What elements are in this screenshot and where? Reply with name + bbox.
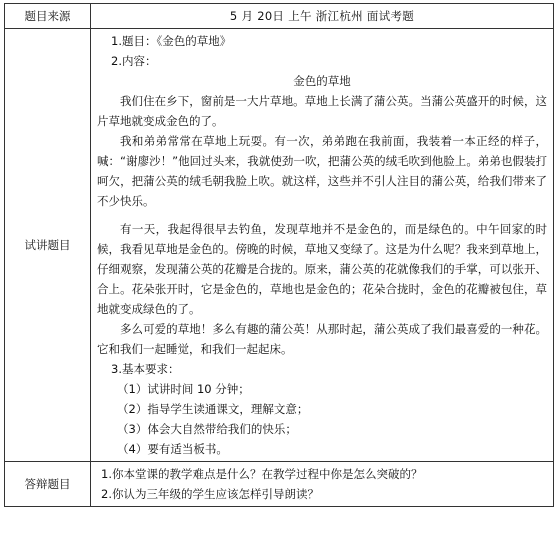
requirements-label: 3.基本要求： [111, 362, 180, 376]
trial-label: 试讲题目 [5, 29, 91, 462]
trial-content [91, 29, 554, 462]
content-label: 2.内容： [111, 54, 157, 68]
passage-paragraph: 我们住在乡下，窗前是一大片草地。草地上长满了蒲公英。当蒲公英盛开的时候，这片草地就变成金色的了。 [97, 94, 547, 128]
requirement-item: （3）体会大自然带给我们的快乐； [117, 422, 297, 436]
passage-paragraph: 多么可爱的草地！多么有趣的蒲公英！从那时起，蒲公英成了我们最喜爱的一种花。它和我们一起睡觉，和我们一起起床。 [97, 322, 547, 356]
passage-paragraph: 我和弟弟常常在草地上玩耍。有一次，弟弟跑在我前面，我装着一本正经的样子，喊：“谢廖沙！”他回过头来，我就使劲一吹，把蒲公英的绒毛吹到他脸上。弟弟也假装打呵欠，把蒲公英的绒毛朝我脸上吹。就这样，这些并不引人注目的蒲公英，给我们带来了不少快乐。 [97, 134, 547, 208]
paragraph-gap [97, 211, 547, 219]
source-label: 题目来源 [5, 4, 91, 29]
defense-content [91, 462, 554, 507]
defense-question: 1.你本堂课的教学难点是什么？在教学过程中你是怎么突破的？ [101, 467, 423, 481]
exam-table [4, 3, 554, 507]
passage-paragraph: 有一天，我起得很早去钓鱼，发现草地并不是金色的，而是绿色的。中午回家的时候，我看见草地是金色的。傍晚的时候，草地又变绿了。这是为什么呢？我来到草地上，仔细观察，发现蒲公英的花瓣是合拢的。原来，蒲公英的花就像我们的手掌，可以张开、合上。花朵张开时，它是金色的，草地也是金色的；花朵合拢时，金色的花瓣被包住，草地就变成绿色的了。 [97, 222, 547, 316]
defense-row [5, 462, 554, 507]
exam-sheet [4, 3, 554, 539]
source-row [5, 4, 554, 29]
defense-label: 答辩题目 [5, 462, 91, 507]
topic-line: 1.题目：《金色的草地》 [111, 34, 232, 48]
requirement-item: （2）指导学生读通课文，理解文意； [117, 402, 309, 416]
trial-row [5, 29, 554, 462]
defense-question: 2.你认为三年级的学生应该怎样引导朗读？ [101, 487, 319, 501]
requirement-item: （4）要有适当板书。 [117, 442, 228, 456]
requirement-item: （1）试讲时间 10 分钟； [117, 382, 250, 396]
source-value: 5 月 20日 上午 浙江杭州 面试考题 [91, 4, 554, 29]
passage-title: 金色的草地 [293, 74, 351, 88]
